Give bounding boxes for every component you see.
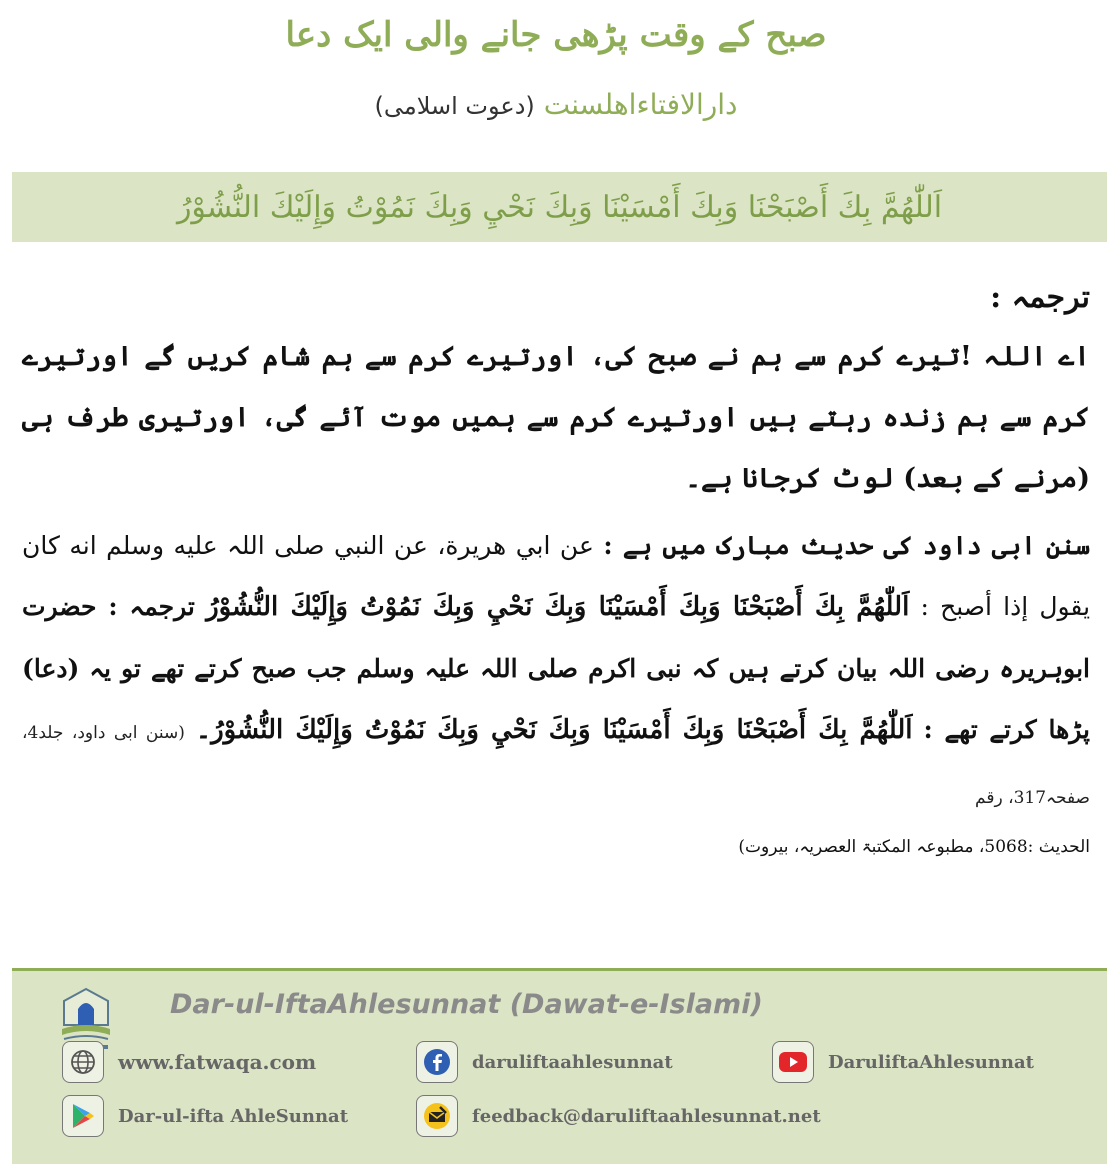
facebook-link[interactable] xyxy=(416,1041,673,1083)
globe-icon xyxy=(62,1041,104,1083)
hadith-intro: سنن ابی داود کی حدیث مبارک میں ہے : xyxy=(603,531,1090,560)
page-title: صبح کے وقت پڑھی جانے والی ایک دعا xyxy=(285,15,827,55)
email-icon xyxy=(416,1095,458,1137)
play-store-icon xyxy=(62,1095,104,1137)
translation-paragraph: اے اللہ !تیرے کرم سے ہم نے صبح کی، اورتیرے کرم سے ہم شام کریں گے اورتیرے کرم سے ہم زندہ رہتے ہیں اورتیرے کرم سے ہمیں موت آئے گی، اورتیری طرف ہی (مرنے کے بعد) لوٹ کرجانا ہے۔ xyxy=(22,341,1090,494)
brand-name: Dar-ul-IftaAhlesunnat (Dawat-e-Islami) xyxy=(170,989,763,1020)
youtube-icon xyxy=(772,1041,814,1083)
hadith-dua: اَللّٰھُمَّ بِكَ أَصْبَحْنَا وَبِكَ أَمْسَيْنَا وَبِكَ نَحْيِ وَبِكَ نَمُوْتُ وَإِلَيْكَ النُّشُوْرُ xyxy=(206,592,910,622)
subtitle-main: دارالافتاءاھلسنت xyxy=(543,88,738,121)
website-text: www.fatwaqa.com xyxy=(118,1050,317,1074)
hadith-paragraph xyxy=(22,515,1090,829)
reference-part-1: (سنن ابی داود، جلد4، صفحہ317، رقم xyxy=(22,723,1090,808)
facebook-icon xyxy=(416,1041,458,1083)
hadith-tarjuma: ترجمہ : حضرت ابوہریرہ رضی اللہ بیان کرتے ہیں کہ نبی اکرم صلی اللہ علیہ وسلم جب صبح کرتے تھے تو یہ (دعا) پڑھا کرتے تھے : xyxy=(22,592,1091,744)
hadith-arabic: عن ابي هريرة، عن النبي صلى اللہ عليه وسلم انه كان يقول إذا أصبح : xyxy=(22,531,1091,621)
tarjuma-heading: ترجمہ : xyxy=(990,280,1090,315)
facebook-text: daruliftaahlesunnat xyxy=(472,1051,673,1073)
playstore-link[interactable] xyxy=(62,1095,348,1137)
youtube-text: DaruliftaAhlesunnat xyxy=(828,1051,1034,1073)
article-body xyxy=(22,270,1090,865)
final-dua: اَللّٰھُمَّ بِكَ أَصْبَحْنَا وَبِكَ أَمْسَيْنَا وَبِكَ نَحْيِ وَبِكَ نَمُوْتُ وَإِلَيْكَ النُّشُوْرُ۔ xyxy=(195,715,913,745)
email-link[interactable] xyxy=(416,1095,821,1137)
reference-part-2: الحدیث :5068، مطبوعہ المکتبۃ العصریہ، بیروت) xyxy=(738,837,1090,857)
footer xyxy=(12,968,1107,1164)
youtube-link[interactable] xyxy=(772,1041,1034,1083)
page-subtitle xyxy=(0,88,1112,121)
subtitle-paren: (دعوت اسلامی) xyxy=(374,92,535,120)
email-text: feedback@daruliftaahlesunnat.net xyxy=(472,1105,821,1127)
website-link[interactable] xyxy=(62,1041,316,1083)
dua-banner: اَللّٰھُمَّ بِكَ أَصْبَحْنَا وَبِكَ أَمْسَيْنَا وَبِكَ نَحْيِ وَبِكَ نَمُوْتُ وَإِلَيْكَ النُّشُوْرُ xyxy=(12,172,1107,242)
playstore-text: Dar-ul-ifta AhleSunnat xyxy=(118,1105,349,1127)
